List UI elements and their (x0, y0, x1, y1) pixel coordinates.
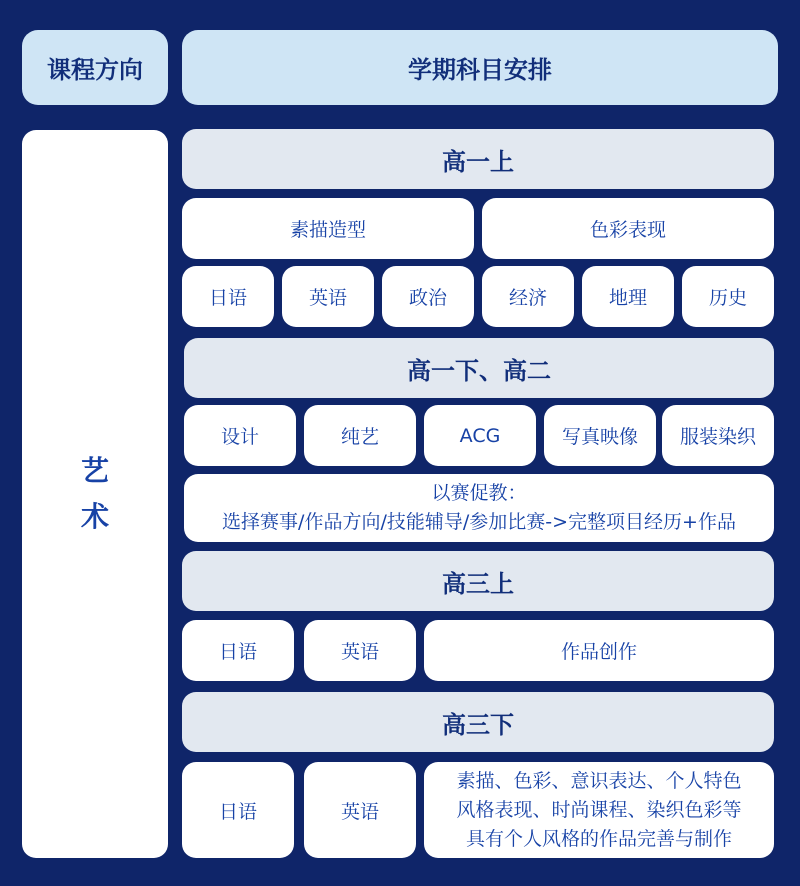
final-work-line-2: 风格表现、时尚课程、染织色彩等 (456, 798, 742, 821)
track-photography: 写真映像 (544, 405, 656, 466)
semester-title-4: 高三下 (182, 692, 774, 752)
competition-note (184, 474, 774, 542)
header-course-direction: 课程方向 (22, 30, 168, 105)
subject-english: 英语 (282, 266, 374, 327)
competition-note-line-2: 选择赛事/作品方向/技能辅导/参加比赛->完整项目经历+作品 (222, 511, 736, 533)
subject-economics: 经济 (482, 266, 574, 327)
subject-sketch: 素描造型 (182, 198, 474, 259)
subject-work-creation: 作品创作 (424, 620, 774, 681)
direction-char-1: 艺 (80, 454, 109, 487)
semester-title-3: 高三上 (182, 551, 774, 611)
competition-note-line-1: 以赛促教： (431, 482, 527, 504)
subject-english-3: 英语 (304, 620, 416, 681)
subject-japanese-3: 日语 (182, 620, 294, 681)
semester-title-1: 高一上 (182, 129, 774, 189)
subject-geography: 地理 (582, 266, 674, 327)
final-work-line-1: 素描、色彩、意识表达、个人特色 (456, 769, 742, 792)
subject-japanese-4: 日语 (182, 762, 294, 858)
track-design: 设计 (184, 405, 296, 466)
header-semester-schedule: 学期科目安排 (182, 30, 778, 105)
subject-japanese: 日语 (182, 266, 274, 327)
track-fashion-textile: 服装染织 (662, 405, 774, 466)
subject-politics: 政治 (382, 266, 474, 327)
final-work-line-3: 具有个人风格的作品完善与制作 (465, 827, 732, 850)
track-acg: ACG (424, 405, 536, 466)
course-direction-art (22, 130, 168, 858)
direction-char-2: 术 (80, 500, 109, 533)
subject-english-4: 英语 (304, 762, 416, 858)
semester-title-2: 高一下、高二 (184, 338, 774, 398)
final-work-description (424, 762, 774, 858)
track-fine-art: 纯艺 (304, 405, 416, 466)
subject-history: 历史 (682, 266, 774, 327)
subject-color: 色彩表现 (482, 198, 774, 259)
